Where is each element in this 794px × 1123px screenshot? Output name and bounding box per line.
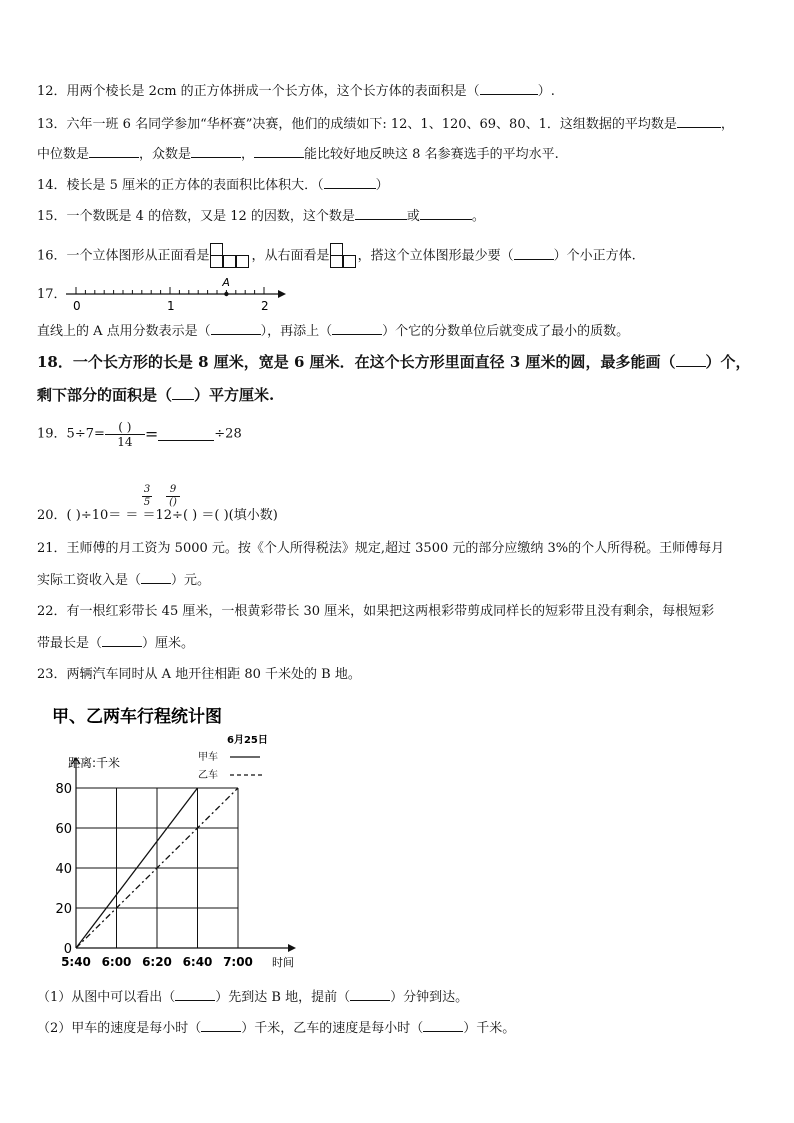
question-17-label: 17．: [37, 287, 67, 302]
question-14: 14．棱长是 5 厘米的正方体的表面积比体积大．（ ）: [37, 178, 389, 193]
answer-blank[interactable]: [254, 145, 304, 158]
question-22-line2: 带最长是（ ）厘米。: [37, 636, 195, 651]
chart-date: 6月25日: [227, 735, 268, 746]
legend-label-jia: 甲车: [198, 752, 218, 763]
answer-blank[interactable]: [191, 145, 241, 158]
y-tick-label: 0: [63, 942, 72, 957]
question-23-sub1: （1）从图中可以看出（ ）先到达 B 地，提前（ ）分钟到达。: [37, 990, 469, 1005]
fraction-3-5: 3 5: [143, 484, 151, 508]
answer-blank[interactable]: [201, 1019, 241, 1032]
tick-label-2: 2: [261, 299, 269, 313]
answer-blank[interactable]: [423, 1019, 463, 1032]
fraction-9-blank: 9 (): [166, 484, 180, 509]
x-axis-label: 时间: [272, 956, 294, 969]
answer-blank[interactable]: [332, 322, 382, 335]
fraction: $\frac{( )}{14}$: [105, 420, 145, 449]
answer-blank[interactable]: [350, 988, 390, 1001]
question-16: 16．一个立体图形从正面看是 ，从右面看是 ，搭这个立体图形最少要（ ）个小正方体.: [37, 243, 636, 269]
question-17-text: 直线上的 A 点用分数表示是（ ），再添上（ ）个它的分数单位后就变成了最小的质数。: [37, 324, 630, 339]
y-tick-labels: [55, 782, 72, 957]
question-21-line2: 实际工资收入是（ ）元。: [37, 573, 211, 588]
front-view-figure: [210, 243, 252, 269]
tick-label-1: 1: [167, 299, 175, 313]
right-view-figure: [330, 243, 358, 269]
answer-blank[interactable]: [480, 82, 538, 95]
answer-blank[interactable]: [676, 354, 706, 367]
y-tick-label: 40: [55, 862, 72, 877]
answer-blank[interactable]: [158, 428, 214, 441]
x-tick-label: 5:40: [61, 955, 91, 969]
question-21: 21．王师傅的月工资为 5000 元。按《个人所得税法》规定,超过 3500 元的部分应缴纳 3%的个人所得税。王师傅每月: [37, 541, 725, 556]
answer-blank[interactable]: [514, 247, 554, 260]
question-13: 13．六年一班 6 名同学参加“华杯赛”决赛，他们的成绩如下: 12、1、120、69、80、1．这组数据的平均数是 ，: [37, 117, 734, 132]
chart-title: 甲、乙两车行程统计图: [52, 707, 222, 727]
question-15: 15．一个数既是 4 的倍数，又是 12 的因数，这个数是 或 。: [37, 209, 485, 224]
answer-blank[interactable]: [324, 176, 376, 189]
answer-blank[interactable]: [677, 115, 721, 128]
question-22: 22．有一根红彩带长 45 厘米，一根黄彩带长 30 厘米，如果把这两根彩带剪成同样长的短彩带且没有剩余，每根短彩: [37, 604, 715, 619]
x-tick-label: 6:00: [101, 955, 132, 969]
question-19: 19．5÷7= $\frac{( )}{14}$ = ÷28: [37, 420, 242, 449]
y-axis-label: 距离:千米: [68, 756, 121, 770]
y-tick-label: 60: [55, 822, 72, 837]
point-a-label: A: [222, 276, 230, 289]
question-18-line2: 剩下部分的面积是（ ）平方厘米.: [37, 386, 275, 404]
question-23-sub2: （2）甲车的速度是每小时（ ）千米，乙车的速度是每小时（ ）千米。: [37, 1021, 516, 1036]
answer-blank[interactable]: [141, 571, 171, 584]
point-a: [224, 292, 228, 296]
number-line: [60, 276, 290, 316]
question-20: 20．( )÷10＝ ＝ ＝12÷( ) ＝( )(填小数): [37, 508, 278, 523]
x-tick-labels: [61, 955, 253, 969]
question-23: 23．两辆汽车同时从 A 地开往相距 80 千米处的 B 地。: [37, 667, 361, 682]
question-18: 18．一个长方形的长是 8 厘米，宽是 6 厘米．在这个长方形里面直径 3 厘米的圆，最多能画（ ）个，: [37, 353, 751, 371]
x-axis-arrow: [288, 944, 296, 952]
answer-blank[interactable]: [89, 145, 139, 158]
answer-blank[interactable]: [211, 322, 261, 335]
answer-blank[interactable]: [420, 207, 472, 220]
answer-blank[interactable]: [172, 387, 194, 400]
x-tick-label: 7:00: [223, 955, 253, 969]
number-line-arrow: [278, 290, 286, 298]
answer-blank[interactable]: [102, 634, 142, 647]
x-tick-label: 6:20: [142, 955, 172, 969]
x-tick-label: 6:40: [182, 955, 213, 969]
travel-chart: [40, 700, 310, 975]
y-tick-label: 20: [55, 902, 72, 917]
answer-blank[interactable]: [355, 207, 407, 220]
question-12: 12．用两个棱长是 2cm 的正方体拼成一个长方体，这个长方体的表面积是（ ）.: [37, 84, 555, 99]
legend-label-yi: 乙车: [198, 770, 218, 781]
answer-blank[interactable]: [175, 988, 215, 1001]
tick-label-0: 0: [73, 299, 81, 313]
question-13-line2: 中位数是 ，众数是 ， 能比较好地反映这 8 名参赛选手的平均水平.: [37, 147, 559, 162]
y-tick-label: 80: [55, 782, 72, 797]
number-line-ticks: [76, 287, 264, 294]
